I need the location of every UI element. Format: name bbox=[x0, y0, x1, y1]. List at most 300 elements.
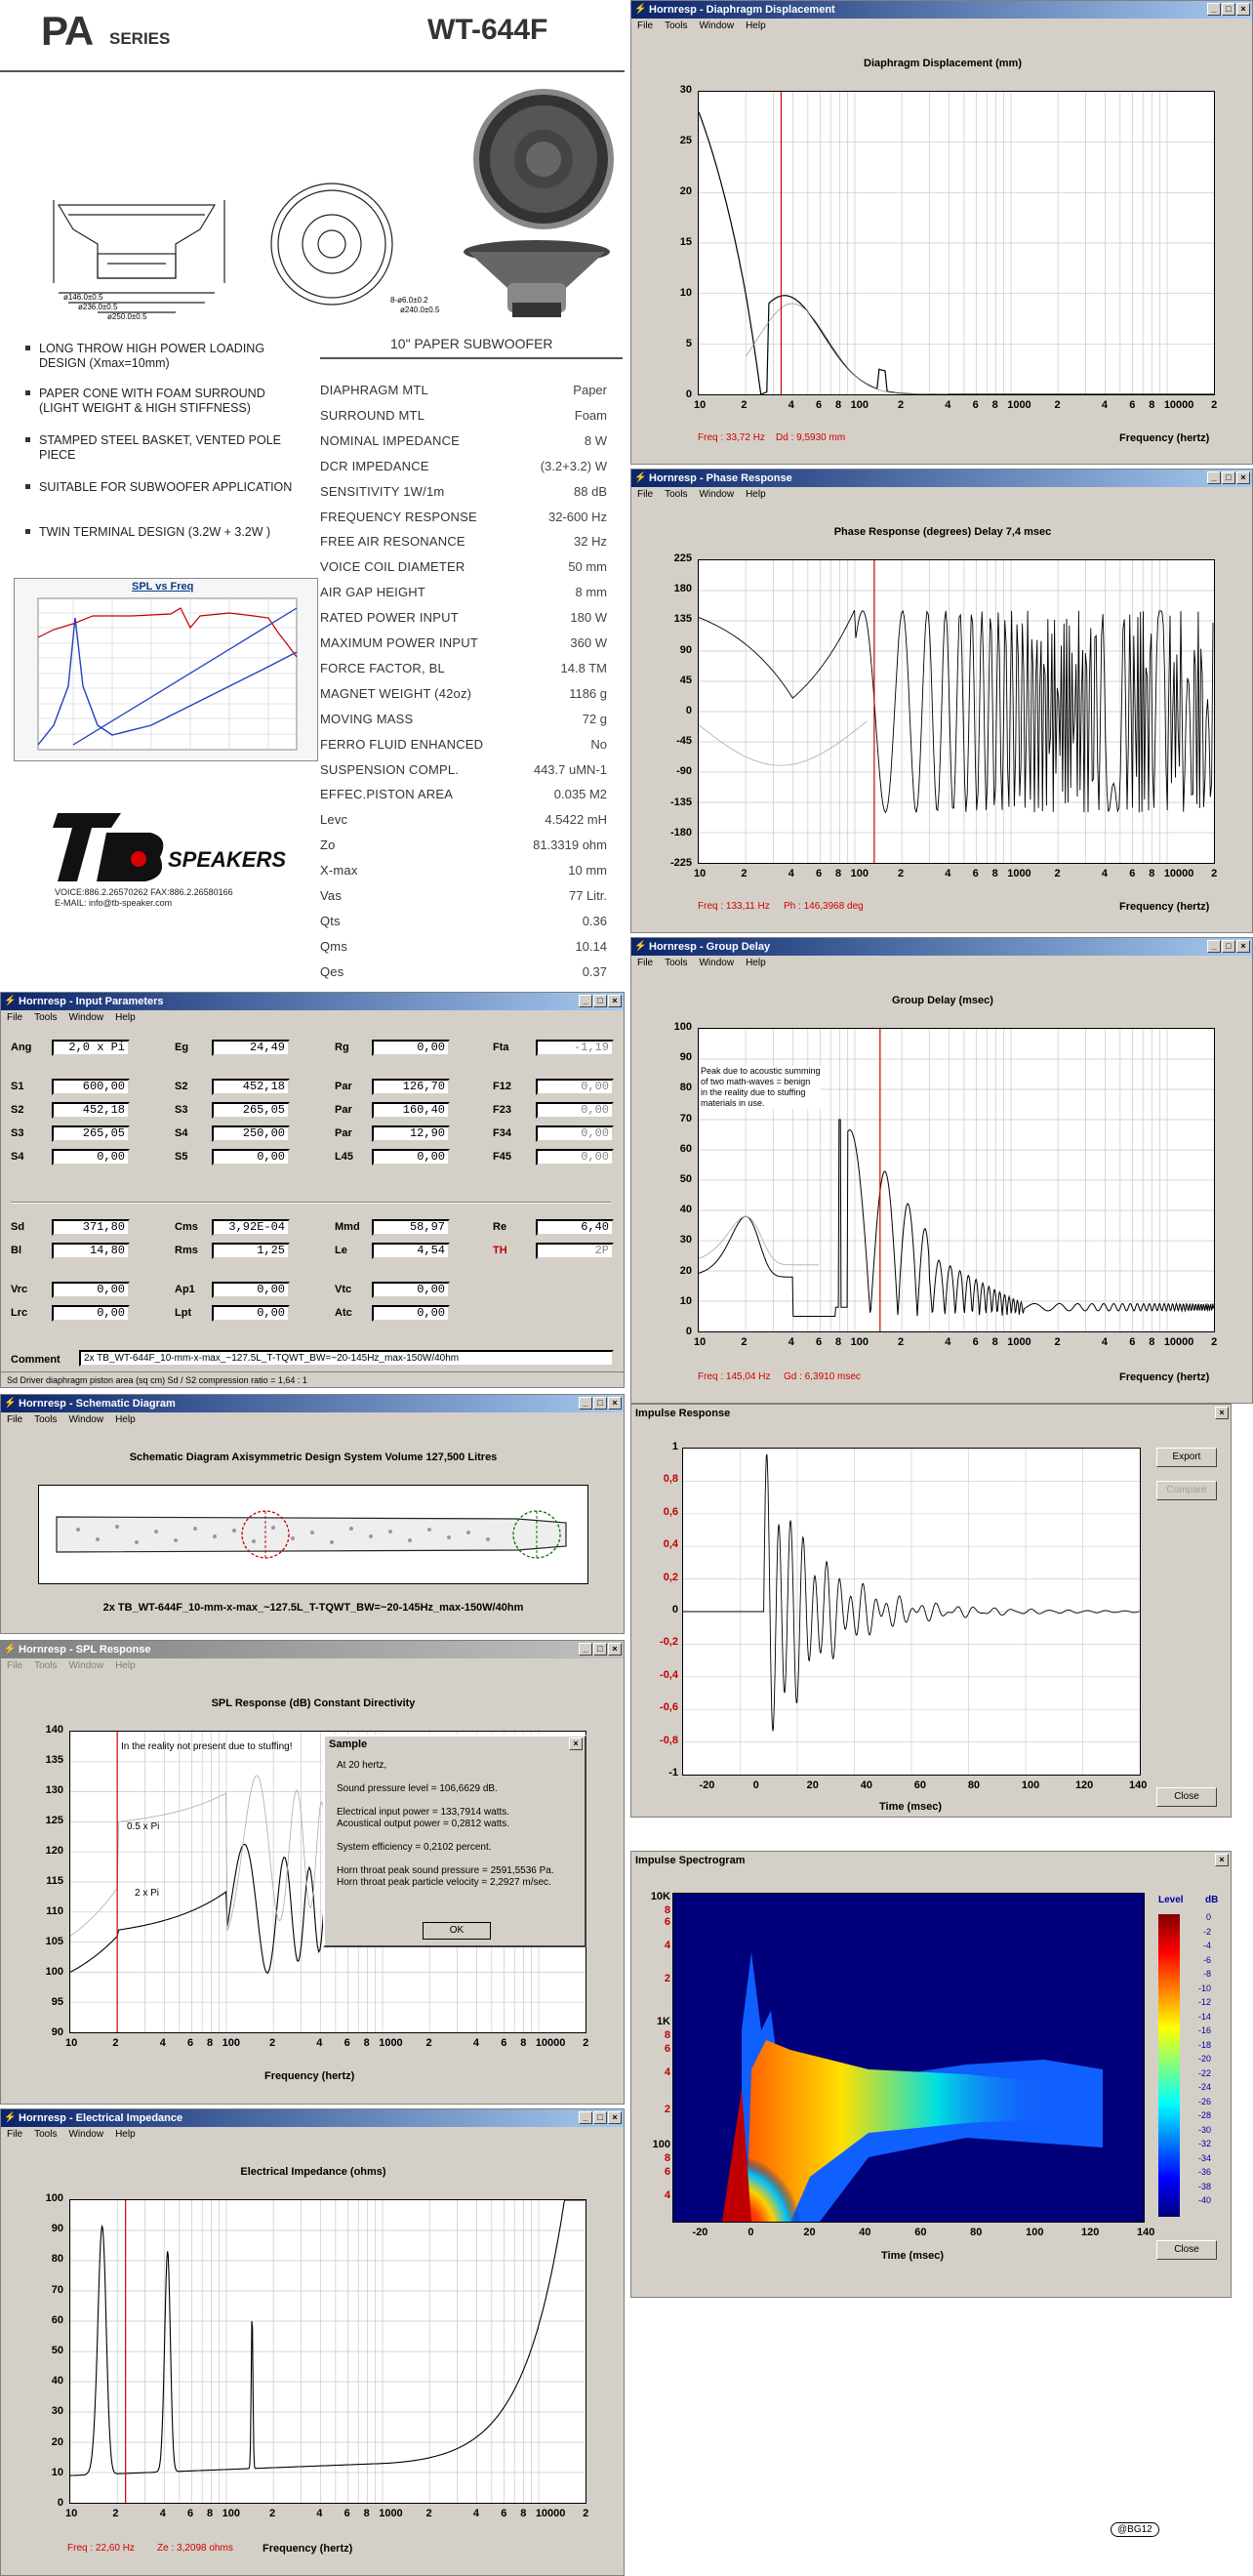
y-tick-label: 140 bbox=[45, 1724, 63, 1736]
x-tick-label: 10 bbox=[694, 1336, 707, 1348]
minimize-button[interactable]: _ bbox=[1207, 471, 1221, 484]
series-label-2pi: 2 x Pi bbox=[135, 1888, 160, 1899]
y-tick-label: 10 bbox=[679, 287, 692, 299]
legend-title: Level bbox=[1158, 1895, 1184, 1905]
x-tick-label: 40 bbox=[859, 2227, 871, 2238]
spectrogram-plot[interactable] bbox=[672, 1893, 1145, 2223]
menu-help[interactable]: Help bbox=[746, 20, 766, 31]
dialog-line bbox=[337, 1854, 554, 1865]
spec-value: No bbox=[590, 736, 607, 752]
x-tick-label: 2 bbox=[112, 2037, 119, 2049]
menu-bar bbox=[631, 487, 1252, 503]
legend-level: -38 bbox=[1197, 2181, 1211, 2191]
menu-window[interactable]: Window bbox=[699, 20, 735, 31]
x-tick-label: 120 bbox=[1074, 1779, 1094, 1791]
menu-tools[interactable]: Tools bbox=[665, 489, 688, 500]
param-field[interactable]: 265,05 bbox=[212, 1102, 290, 1119]
minimize-button[interactable]: _ bbox=[579, 1643, 592, 1656]
param-label: Par bbox=[335, 1127, 352, 1139]
title-bar: ⚡ Hornresp - Group Delay _ □ × bbox=[631, 938, 1252, 956]
model-number: WT-644F bbox=[427, 14, 548, 46]
spec-label: DIAPHRAGM MTL bbox=[320, 383, 428, 397]
menu-help[interactable]: Help bbox=[746, 958, 766, 968]
x-tick-label: 4 bbox=[159, 2508, 166, 2519]
param-label: S4 bbox=[175, 1127, 188, 1139]
spec-row bbox=[320, 888, 607, 906]
group-delay-plot[interactable] bbox=[698, 1028, 1215, 1332]
spec-value: 0.37 bbox=[582, 963, 607, 979]
dialog-line: Acoustical output power = 0,2812 watts. bbox=[337, 1819, 510, 1829]
param-label: Vtc bbox=[335, 1284, 352, 1295]
param-field[interactable]: 12,90 bbox=[372, 1125, 450, 1142]
y-tick-label: 40 bbox=[679, 1204, 692, 1216]
y-tick-label: 0,4 bbox=[663, 1538, 678, 1551]
title-bar: Impulse Spectrogram × bbox=[631, 1852, 1231, 1869]
spec-row bbox=[320, 712, 607, 729]
spec-row bbox=[320, 510, 607, 527]
spec-row bbox=[320, 762, 607, 780]
legend-level: -30 bbox=[1197, 2124, 1211, 2135]
impedance-plot[interactable] bbox=[69, 2199, 586, 2504]
x-tick-label: 2 bbox=[897, 1336, 905, 1348]
param-label: Mmd bbox=[335, 1221, 360, 1233]
close-button[interactable]: × bbox=[608, 2111, 622, 2124]
param-label: Lrc bbox=[11, 1307, 28, 1319]
hornresp-icon: ⚡ bbox=[634, 941, 647, 952]
legend-level: -28 bbox=[1197, 2110, 1211, 2120]
close-button[interactable]: × bbox=[608, 1397, 622, 1410]
menu-file[interactable]: File bbox=[7, 1660, 23, 1671]
y-tick-label: 0 bbox=[685, 388, 692, 400]
y-tick-label: 0,2 bbox=[663, 1571, 678, 1583]
title-bar: ⚡ Hornresp - Electrical Impedance _ □ × bbox=[1, 2109, 624, 2127]
contact-email: E-MAIL: info@tb-speaker.com bbox=[55, 898, 173, 908]
y-tick-label: 0,6 bbox=[663, 1505, 678, 1518]
menu-window[interactable]: Window bbox=[68, 1012, 104, 1023]
y-tick-label: 6 bbox=[664, 1916, 670, 1928]
ok-button[interactable]: OK bbox=[423, 1922, 491, 1940]
menu-file[interactable]: File bbox=[7, 2129, 23, 2140]
maximize-button[interactable]: □ bbox=[1222, 3, 1235, 16]
export-button[interactable]: Export bbox=[1156, 1448, 1217, 1467]
spec-label: MAGNET WEIGHT (42oz) bbox=[320, 685, 472, 701]
close-button[interactable]: × bbox=[1236, 940, 1250, 953]
spec-row bbox=[320, 863, 607, 880]
y-tick-label: -225 bbox=[669, 857, 692, 869]
x-tick-label: 100 bbox=[1021, 1779, 1040, 1791]
x-tick-label: 60 bbox=[913, 1779, 926, 1791]
x-axis-label: Frequency (hertz) bbox=[1119, 901, 1210, 913]
param-field[interactable]: 0,00 bbox=[372, 1040, 450, 1056]
x-tick-label: 6 bbox=[972, 399, 979, 411]
menu-window[interactable]: Window bbox=[699, 489, 735, 500]
spec-value: 4.5422 mH bbox=[545, 812, 607, 828]
close-button[interactable]: Close bbox=[1156, 1787, 1217, 1807]
legend-level: -10 bbox=[1197, 1983, 1211, 1993]
param-label: L45 bbox=[335, 1151, 353, 1163]
menu-window[interactable]: Window bbox=[699, 958, 735, 968]
maximize-button[interactable]: □ bbox=[1222, 471, 1235, 484]
spec-label: FERRO FLUID ENHANCED bbox=[320, 736, 484, 752]
title-bar: ⚡ Hornresp - Input Parameters _ □ × bbox=[1, 993, 624, 1010]
menu-file[interactable]: File bbox=[637, 489, 654, 500]
x-tick-label: 1000 bbox=[379, 2508, 403, 2519]
x-tick-label: 4 bbox=[945, 1336, 951, 1348]
param-field[interactable]: 0,00 bbox=[536, 1079, 614, 1095]
legend-level: -6 bbox=[1202, 1954, 1211, 1965]
spec-label: SENSITIVITY 1W/1m bbox=[320, 483, 445, 499]
hornresp-icon: ⚡ bbox=[634, 472, 647, 483]
spec-label: NOMINAL IMPEDANCE bbox=[320, 432, 461, 448]
param-field[interactable]: 2P bbox=[536, 1243, 614, 1259]
param-field[interactable]: 58,97 bbox=[372, 1219, 450, 1236]
param-label: Sd bbox=[11, 1221, 25, 1233]
menu-help[interactable]: Help bbox=[115, 1660, 136, 1671]
x-tick-label: 2 bbox=[268, 2508, 276, 2519]
param-field[interactable]: 1,25 bbox=[212, 1243, 290, 1259]
menu-help[interactable]: Help bbox=[115, 1012, 136, 1023]
dim-label: ø250.0±0.5 bbox=[107, 312, 147, 321]
watermark: @BG12 bbox=[1111, 2522, 1159, 2537]
x-tick-label: 60 bbox=[914, 2227, 927, 2238]
spec-value: 32 Hz bbox=[574, 534, 607, 550]
y-tick-label: -0,6 bbox=[660, 1701, 678, 1714]
param-label: Par bbox=[335, 1081, 352, 1092]
x-tick-label: 10 bbox=[65, 2508, 78, 2519]
menu-tools[interactable]: Tools bbox=[34, 1660, 58, 1671]
param-label: S4 bbox=[11, 1151, 24, 1163]
param-field[interactable]: 126,70 bbox=[372, 1079, 450, 1095]
y-tick-label: 100 bbox=[652, 2139, 670, 2150]
x-tick-label: 100 bbox=[222, 2508, 240, 2519]
spec-label: FORCE FACTOR, BL bbox=[320, 660, 445, 675]
param-field[interactable]: 6,40 bbox=[536, 1219, 614, 1236]
x-tick-label: 2 bbox=[1211, 1336, 1218, 1348]
y-tick-label: 4 bbox=[664, 2066, 670, 2078]
title-bar: Impulse Response × bbox=[631, 1405, 1231, 1422]
y-tick-label: -45 bbox=[676, 735, 692, 748]
spec-row bbox=[320, 812, 607, 830]
menu-file[interactable]: File bbox=[7, 1012, 23, 1023]
x-tick-label: 10 bbox=[694, 868, 707, 879]
menu-help[interactable]: Help bbox=[115, 1414, 136, 1425]
legend-level: -40 bbox=[1197, 2195, 1211, 2205]
color-scale bbox=[1158, 1914, 1180, 2217]
param-field[interactable]: 0,00 bbox=[372, 1305, 450, 1322]
menu-window[interactable]: Window bbox=[68, 2129, 104, 2140]
y-tick-label: 2 bbox=[664, 1973, 670, 1984]
menu-tools[interactable]: Tools bbox=[34, 2129, 58, 2140]
param-field[interactable]: 14,80 bbox=[52, 1243, 130, 1259]
brand: PA bbox=[41, 8, 94, 54]
x-tick-label: 4 bbox=[788, 868, 794, 879]
param-label: Vrc bbox=[11, 1284, 28, 1295]
close-button[interactable]: × bbox=[1215, 1407, 1229, 1419]
param-field[interactable]: 371,80 bbox=[52, 1219, 130, 1236]
maximize-button[interactable]: □ bbox=[1222, 940, 1235, 953]
y-tick-label: 8 bbox=[664, 2029, 670, 2041]
value-readout: Ph : 146,3968 deg bbox=[784, 901, 864, 912]
param-label: Lpt bbox=[175, 1307, 192, 1319]
impulse-spectrogram-window bbox=[630, 1851, 1232, 2298]
param-field[interactable]: 160,40 bbox=[372, 1102, 450, 1119]
x-tick-label: 6 bbox=[1129, 868, 1136, 879]
spec-value: 77 Litr. bbox=[568, 888, 607, 903]
spec-row bbox=[320, 484, 607, 502]
y-tick-label: 4 bbox=[664, 2189, 670, 2201]
x-tick-label: 6 bbox=[815, 1336, 823, 1348]
close-button[interactable]: × bbox=[569, 1738, 583, 1750]
menu-bar bbox=[1, 1010, 624, 1026]
param-label: Cms bbox=[175, 1221, 198, 1233]
minimize-button[interactable]: _ bbox=[1207, 3, 1221, 16]
x-axis-label: Frequency (hertz) bbox=[1119, 432, 1210, 444]
y-tick-label: 60 bbox=[679, 1142, 692, 1155]
x-tick-label: 8 bbox=[835, 868, 842, 879]
maximize-button[interactable]: □ bbox=[593, 995, 607, 1007]
x-tick-label: 4 bbox=[945, 868, 951, 879]
dialog-line: Horn throat peak particle velocity = 2,2927 m/sec. bbox=[337, 1877, 551, 1888]
close-button[interactable]: × bbox=[1236, 3, 1250, 16]
close-button[interactable]: × bbox=[1215, 1854, 1229, 1866]
x-tick-label: 10000 bbox=[1163, 1336, 1194, 1348]
y-tick-label: 15 bbox=[679, 236, 692, 248]
comment-field[interactable]: 2x TB_WT-644F_10-mm-x-max_~127.5L_T-TQWT_BW=~20-145Hz_max-150W/40hm bbox=[79, 1350, 614, 1367]
close-button[interactable]: × bbox=[608, 1643, 622, 1656]
displacement-plot[interactable] bbox=[698, 91, 1215, 395]
param-field[interactable]: 0,00 bbox=[536, 1125, 614, 1142]
freq-readout: Freq : 145,04 Hz bbox=[698, 1371, 771, 1382]
reference-series bbox=[746, 304, 948, 394]
legend-level: -2 bbox=[1202, 1926, 1211, 1937]
param-field[interactable]: 0,00 bbox=[52, 1305, 130, 1322]
spec-row bbox=[320, 433, 607, 451]
title-bar: ⚡ Hornresp - SPL Response _ □ × bbox=[1, 1641, 624, 1658]
menu-file[interactable]: File bbox=[637, 20, 654, 31]
logo-text: SPEAKERS bbox=[168, 847, 287, 872]
legend-level: -22 bbox=[1197, 2067, 1211, 2078]
compare-button[interactable]: Compare bbox=[1156, 1481, 1217, 1500]
maximize-button[interactable]: □ bbox=[593, 1397, 607, 1410]
x-tick-label: 4 bbox=[472, 2037, 480, 2049]
value-readout: Ze : 3,2098 ohms bbox=[157, 2543, 233, 2554]
x-tick-label: 8 bbox=[1149, 1336, 1155, 1348]
brand-sub: SERIES bbox=[109, 29, 171, 48]
spec-value: 360 W bbox=[570, 635, 607, 650]
y-tick-label: 0 bbox=[685, 1326, 692, 1337]
plot-title: Electrical Impedance (ohms) bbox=[240, 2166, 386, 2178]
hornresp-icon: ⚡ bbox=[4, 1398, 17, 1409]
x-tick-label: 0 bbox=[748, 2227, 754, 2238]
spec-value: 32-600 Hz bbox=[548, 509, 607, 524]
param-field[interactable]: 0,00 bbox=[52, 1149, 130, 1165]
menu-file[interactable]: File bbox=[637, 958, 654, 968]
param-field[interactable]: 0,00 bbox=[212, 1305, 290, 1322]
minimize-button[interactable]: _ bbox=[579, 995, 592, 1007]
dim-label: 8-ø6.0±0.2 bbox=[390, 296, 428, 305]
y-tick-label: 130 bbox=[45, 1784, 63, 1796]
x-tick-label: 4 bbox=[945, 399, 951, 411]
y-tick-label: 10 bbox=[51, 2466, 63, 2478]
minimize-button[interactable]: _ bbox=[579, 1397, 592, 1410]
menu-window[interactable]: Window bbox=[68, 1414, 104, 1425]
y-tick-label: 50 bbox=[679, 1173, 692, 1185]
menu-bar bbox=[1, 1412, 624, 1428]
maximize-button[interactable]: □ bbox=[593, 2111, 607, 2124]
param-field[interactable]: 0,00 bbox=[372, 1149, 450, 1165]
y-tick-label: 50 bbox=[51, 2345, 63, 2356]
param-field[interactable]: 250,00 bbox=[212, 1125, 290, 1142]
close-button[interactable]: Close bbox=[1156, 2240, 1217, 2260]
y-tick-label: 0 bbox=[671, 1604, 678, 1615]
spec-label: Qts bbox=[320, 913, 341, 928]
param-field[interactable]: 0,00 bbox=[52, 1282, 130, 1298]
menu-help[interactable]: Help bbox=[115, 2129, 136, 2140]
y-tick-label: 8 bbox=[664, 1904, 670, 1916]
dialog-line: Sound pressure level = 106,6629 dB. bbox=[337, 1783, 498, 1794]
spec-value: 8 mm bbox=[575, 585, 607, 600]
param-field[interactable]: 452,18 bbox=[212, 1079, 290, 1095]
x-tick-label: 20 bbox=[803, 2227, 816, 2238]
phase-plot[interactable] bbox=[698, 559, 1215, 864]
menu-tools[interactable]: Tools bbox=[34, 1012, 58, 1023]
param-field[interactable]: 452,18 bbox=[52, 1102, 130, 1119]
param-label: Eg bbox=[175, 1042, 189, 1053]
legend-level: -26 bbox=[1197, 2096, 1211, 2106]
maximize-button[interactable]: □ bbox=[593, 1643, 607, 1656]
x-tick-label: 10000 bbox=[1163, 868, 1194, 879]
y-tick-label: 8 bbox=[664, 2152, 670, 2164]
value-readout: Gd : 6,3910 msec bbox=[784, 1371, 861, 1382]
y-tick-label: 225 bbox=[673, 552, 692, 564]
dialog-title-bar: Sample × bbox=[325, 1737, 585, 1752]
y-tick-label: -0,4 bbox=[660, 1668, 678, 1681]
caption-divider bbox=[320, 357, 623, 359]
x-tick-label: 80 bbox=[970, 2227, 983, 2238]
param-field[interactable]: 0,00 bbox=[212, 1149, 290, 1165]
x-tick-label: 6 bbox=[972, 868, 979, 879]
y-tick-label: 20 bbox=[679, 185, 692, 197]
dialog-line bbox=[337, 1772, 554, 1783]
x-tick-label: -20 bbox=[692, 2227, 708, 2238]
param-field[interactable]: 2,0 x Pi bbox=[52, 1040, 130, 1056]
param-field[interactable]: 24,49 bbox=[212, 1040, 290, 1056]
menu-window[interactable]: Window bbox=[68, 1660, 104, 1671]
minimize-button[interactable]: _ bbox=[1207, 940, 1221, 953]
spec-label: Qes bbox=[320, 963, 344, 979]
x-tick-label: 4 bbox=[1101, 399, 1109, 411]
spec-row bbox=[320, 585, 607, 602]
param-field[interactable]: 0,00 bbox=[536, 1149, 614, 1165]
x-axis-label: Frequency (hertz) bbox=[264, 2070, 355, 2082]
menu-file[interactable]: File bbox=[7, 1414, 23, 1425]
x-axis-label: Frequency (hertz) bbox=[263, 2543, 353, 2555]
x-tick-label: 8 bbox=[207, 2508, 214, 2519]
spec-row bbox=[320, 459, 607, 476]
status-bar: Sd Driver diaphragm piston area (sq cm) Sd / S2 compression ratio = 1,64 : 1 bbox=[1, 1371, 624, 1387]
plot-title: Phase Response (degrees) Delay 7,4 msec bbox=[833, 526, 1052, 538]
param-field[interactable]: 600,00 bbox=[52, 1079, 130, 1095]
x-tick-label: 2 bbox=[425, 2037, 432, 2049]
x-tick-label: 8 bbox=[991, 868, 998, 879]
spec-label: Zo bbox=[320, 838, 336, 853]
spec-label: EFFEC.PISTON AREA bbox=[320, 787, 454, 802]
x-tick-label: 8 bbox=[991, 1336, 998, 1348]
x-axis-label: Time (msec) bbox=[881, 2250, 944, 2262]
tb-logo bbox=[53, 808, 170, 886]
y-tick-label: 70 bbox=[51, 2283, 63, 2296]
spec-label: MOVING MASS bbox=[320, 711, 414, 726]
legend-level: -24 bbox=[1197, 2082, 1211, 2092]
close-button[interactable]: × bbox=[608, 995, 622, 1007]
y-tick-label: 20 bbox=[51, 2435, 63, 2448]
menu-tools[interactable]: Tools bbox=[665, 958, 688, 968]
y-tick-label: 135 bbox=[673, 613, 692, 626]
x-tick-label: 2 bbox=[897, 868, 905, 879]
diaphragm-displacement-window bbox=[630, 0, 1253, 465]
spec-label: Levc bbox=[320, 812, 348, 828]
param-label: Fta bbox=[493, 1042, 509, 1053]
param-field[interactable]: 0,00 bbox=[536, 1102, 614, 1119]
minimize-button[interactable]: _ bbox=[579, 2111, 592, 2124]
menu-bar bbox=[631, 19, 1252, 34]
param-label: Le bbox=[335, 1245, 347, 1256]
impulse-plot[interactable] bbox=[682, 1448, 1141, 1776]
param-label: F23 bbox=[493, 1104, 511, 1116]
dim-label: ø236.0±0.5 bbox=[78, 303, 118, 311]
x-tick-label: 2 bbox=[1054, 1336, 1061, 1348]
spec-label: DCR IMPEDANCE bbox=[320, 458, 429, 473]
param-field[interactable]: 4,54 bbox=[372, 1243, 450, 1259]
y-tick-label: 105 bbox=[45, 1936, 63, 1947]
y-tick-label: 30 bbox=[679, 84, 692, 96]
spec-value: 1186 g bbox=[569, 685, 607, 701]
param-label: S3 bbox=[175, 1104, 188, 1116]
spec-row bbox=[320, 914, 607, 931]
spec-value: Foam bbox=[574, 407, 607, 423]
dialog-line: Horn throat peak sound pressure = 2591,5536 Pa. bbox=[337, 1865, 554, 1876]
phase-response-window bbox=[630, 469, 1253, 933]
param-field[interactable]: 3,92E-04 bbox=[212, 1219, 290, 1236]
y-tick-label: 80 bbox=[679, 1082, 692, 1094]
menu-tools[interactable]: Tools bbox=[665, 20, 688, 31]
feature-item: TWIN TERMINAL DESIGN (3.2W + 3.2W ) bbox=[39, 525, 303, 540]
param-field[interactable]: 0,00 bbox=[372, 1282, 450, 1298]
spec-row bbox=[320, 737, 607, 755]
legend-level: -4 bbox=[1202, 1941, 1211, 1950]
param-field[interactable]: -1,19 bbox=[536, 1040, 614, 1056]
y-tick-label: 100 bbox=[673, 1021, 692, 1033]
dialog-line bbox=[337, 1795, 554, 1807]
spec-label: FREQUENCY RESPONSE bbox=[320, 509, 477, 524]
feature-item: STAMPED STEEL BASKET, VENTED POLE PIECE bbox=[39, 433, 303, 463]
spec-value: 0.035 M2 bbox=[553, 787, 607, 802]
y-tick-label: -0,8 bbox=[660, 1734, 678, 1746]
x-tick-label: 6 bbox=[186, 2037, 194, 2049]
menu-help[interactable]: Help bbox=[746, 489, 766, 500]
x-tick-label: 20 bbox=[806, 1779, 819, 1791]
x-axis-label: Frequency (hertz) bbox=[1119, 1371, 1210, 1383]
x-tick-label: 8 bbox=[835, 399, 842, 411]
menu-tools[interactable]: Tools bbox=[34, 1414, 58, 1425]
spec-row bbox=[320, 408, 607, 426]
param-field[interactable]: 0,00 bbox=[212, 1282, 290, 1298]
x-tick-label: 0 bbox=[752, 1779, 759, 1791]
x-tick-label: 8 bbox=[835, 1336, 842, 1348]
x-tick-label: 1000 bbox=[379, 2037, 403, 2049]
close-button[interactable]: × bbox=[1236, 471, 1250, 484]
param-field[interactable]: 265,05 bbox=[52, 1125, 130, 1142]
